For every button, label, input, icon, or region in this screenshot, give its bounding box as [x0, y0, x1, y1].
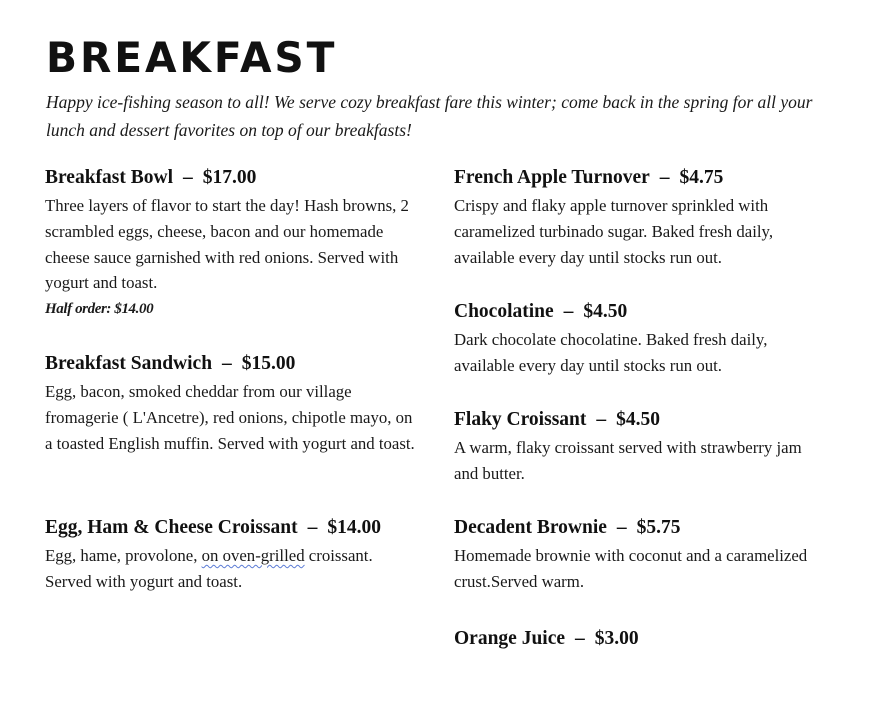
item-name: French Apple Turnover — [454, 167, 650, 188]
menu-item-heading — [454, 624, 824, 654]
item-description: Three layers of flavor to start the day! Hash browns, 2 scrambled eggs, cheese, bacon and our homemade cheese sauce garnished with red onions. Served with yogurt and toast. — [45, 196, 409, 293]
separator: – — [563, 301, 574, 322]
menu-item-french-apple-turnover — [454, 163, 824, 297]
item-price: $4.50 — [616, 409, 660, 430]
item-price: $4.50 — [583, 301, 628, 322]
item-name: Breakfast Bowl — [45, 167, 174, 188]
item-price: $15.00 — [241, 353, 296, 374]
item-description — [45, 543, 415, 595]
menu-item-chocolatine — [454, 297, 824, 405]
item-description: Egg, bacon, smoked cheddar from our village fromagerie ( L'Ancetre), red onions, chipotle mayo, on a toasted English muffin. Served with yogurt and toast. — [45, 382, 415, 453]
separator: – — [616, 517, 627, 538]
item-description: Dark chocolate chocolatine. Baked fresh daily, available every day until stocks run out. — [454, 330, 768, 375]
menu-item-flaky-croissant — [454, 405, 824, 513]
description-text: croissant. Served with yogurt and toast. — [45, 546, 373, 591]
item-price: $4.75 — [679, 167, 724, 188]
menu-item-heading — [454, 297, 824, 327]
item-name: Breakfast Sandwich — [45, 353, 213, 374]
item-price: $5.75 — [636, 517, 681, 538]
menu-column-left — [45, 163, 415, 595]
separator: – — [659, 167, 670, 188]
item-description: A warm, flaky croissant served with strawberry jam and butter. — [454, 438, 802, 483]
separator: – — [222, 353, 232, 374]
intro-text: Happy ice-fishing season to all! We serve cozy breakfast fare this winter; come back in the spring for all your lunch and dessert favorites on top of our breakfasts! — [46, 92, 813, 140]
separator: – — [183, 167, 193, 188]
menu-item-heading — [454, 163, 824, 193]
item-name: Flaky Croissant — [454, 409, 587, 430]
menu-item-heading — [45, 163, 415, 193]
separator: – — [307, 517, 318, 538]
menu-item-breakfast-bowl — [45, 163, 415, 349]
item-price: $17.00 — [202, 167, 257, 188]
page-title: BREAKFAST — [46, 33, 338, 82]
menu-item-heading — [45, 513, 415, 543]
half-order-note: Half order: $14.00 — [45, 301, 154, 318]
item-description: Crispy and flaky apple turnover sprinkled with caramelized turbinado sugar. Baked fresh daily, available every day until stocks run out. — [454, 196, 774, 267]
menu-item-decadent-brownie — [454, 513, 824, 624]
item-price: $3.00 — [594, 628, 639, 649]
menu-column-right — [454, 163, 824, 654]
item-name: Orange Juice — [454, 628, 566, 649]
separator: – — [575, 628, 585, 649]
separator: – — [596, 409, 607, 430]
item-name: Decadent Brownie — [454, 517, 607, 538]
menu-item-orange-juice — [454, 624, 824, 654]
item-price: $14.00 — [327, 517, 381, 538]
item-name: Chocolatine — [454, 301, 554, 322]
menu-item-breakfast-sandwich — [45, 349, 415, 513]
item-description: Homemade brownie with coconut and a caramelized crust.Served warm. — [454, 546, 808, 591]
item-name: Egg, Ham & Cheese Croissant — [45, 517, 298, 538]
description-text: Egg, hame, provolone, — [45, 546, 202, 565]
spellcheck-flagged-text[interactable]: on oven-grilled — [201, 546, 305, 565]
menu-item-egg-ham-cheese-croissant — [45, 513, 415, 595]
menu-item-heading — [45, 349, 415, 379]
menu-item-heading — [454, 405, 824, 435]
menu-item-heading — [454, 513, 824, 543]
